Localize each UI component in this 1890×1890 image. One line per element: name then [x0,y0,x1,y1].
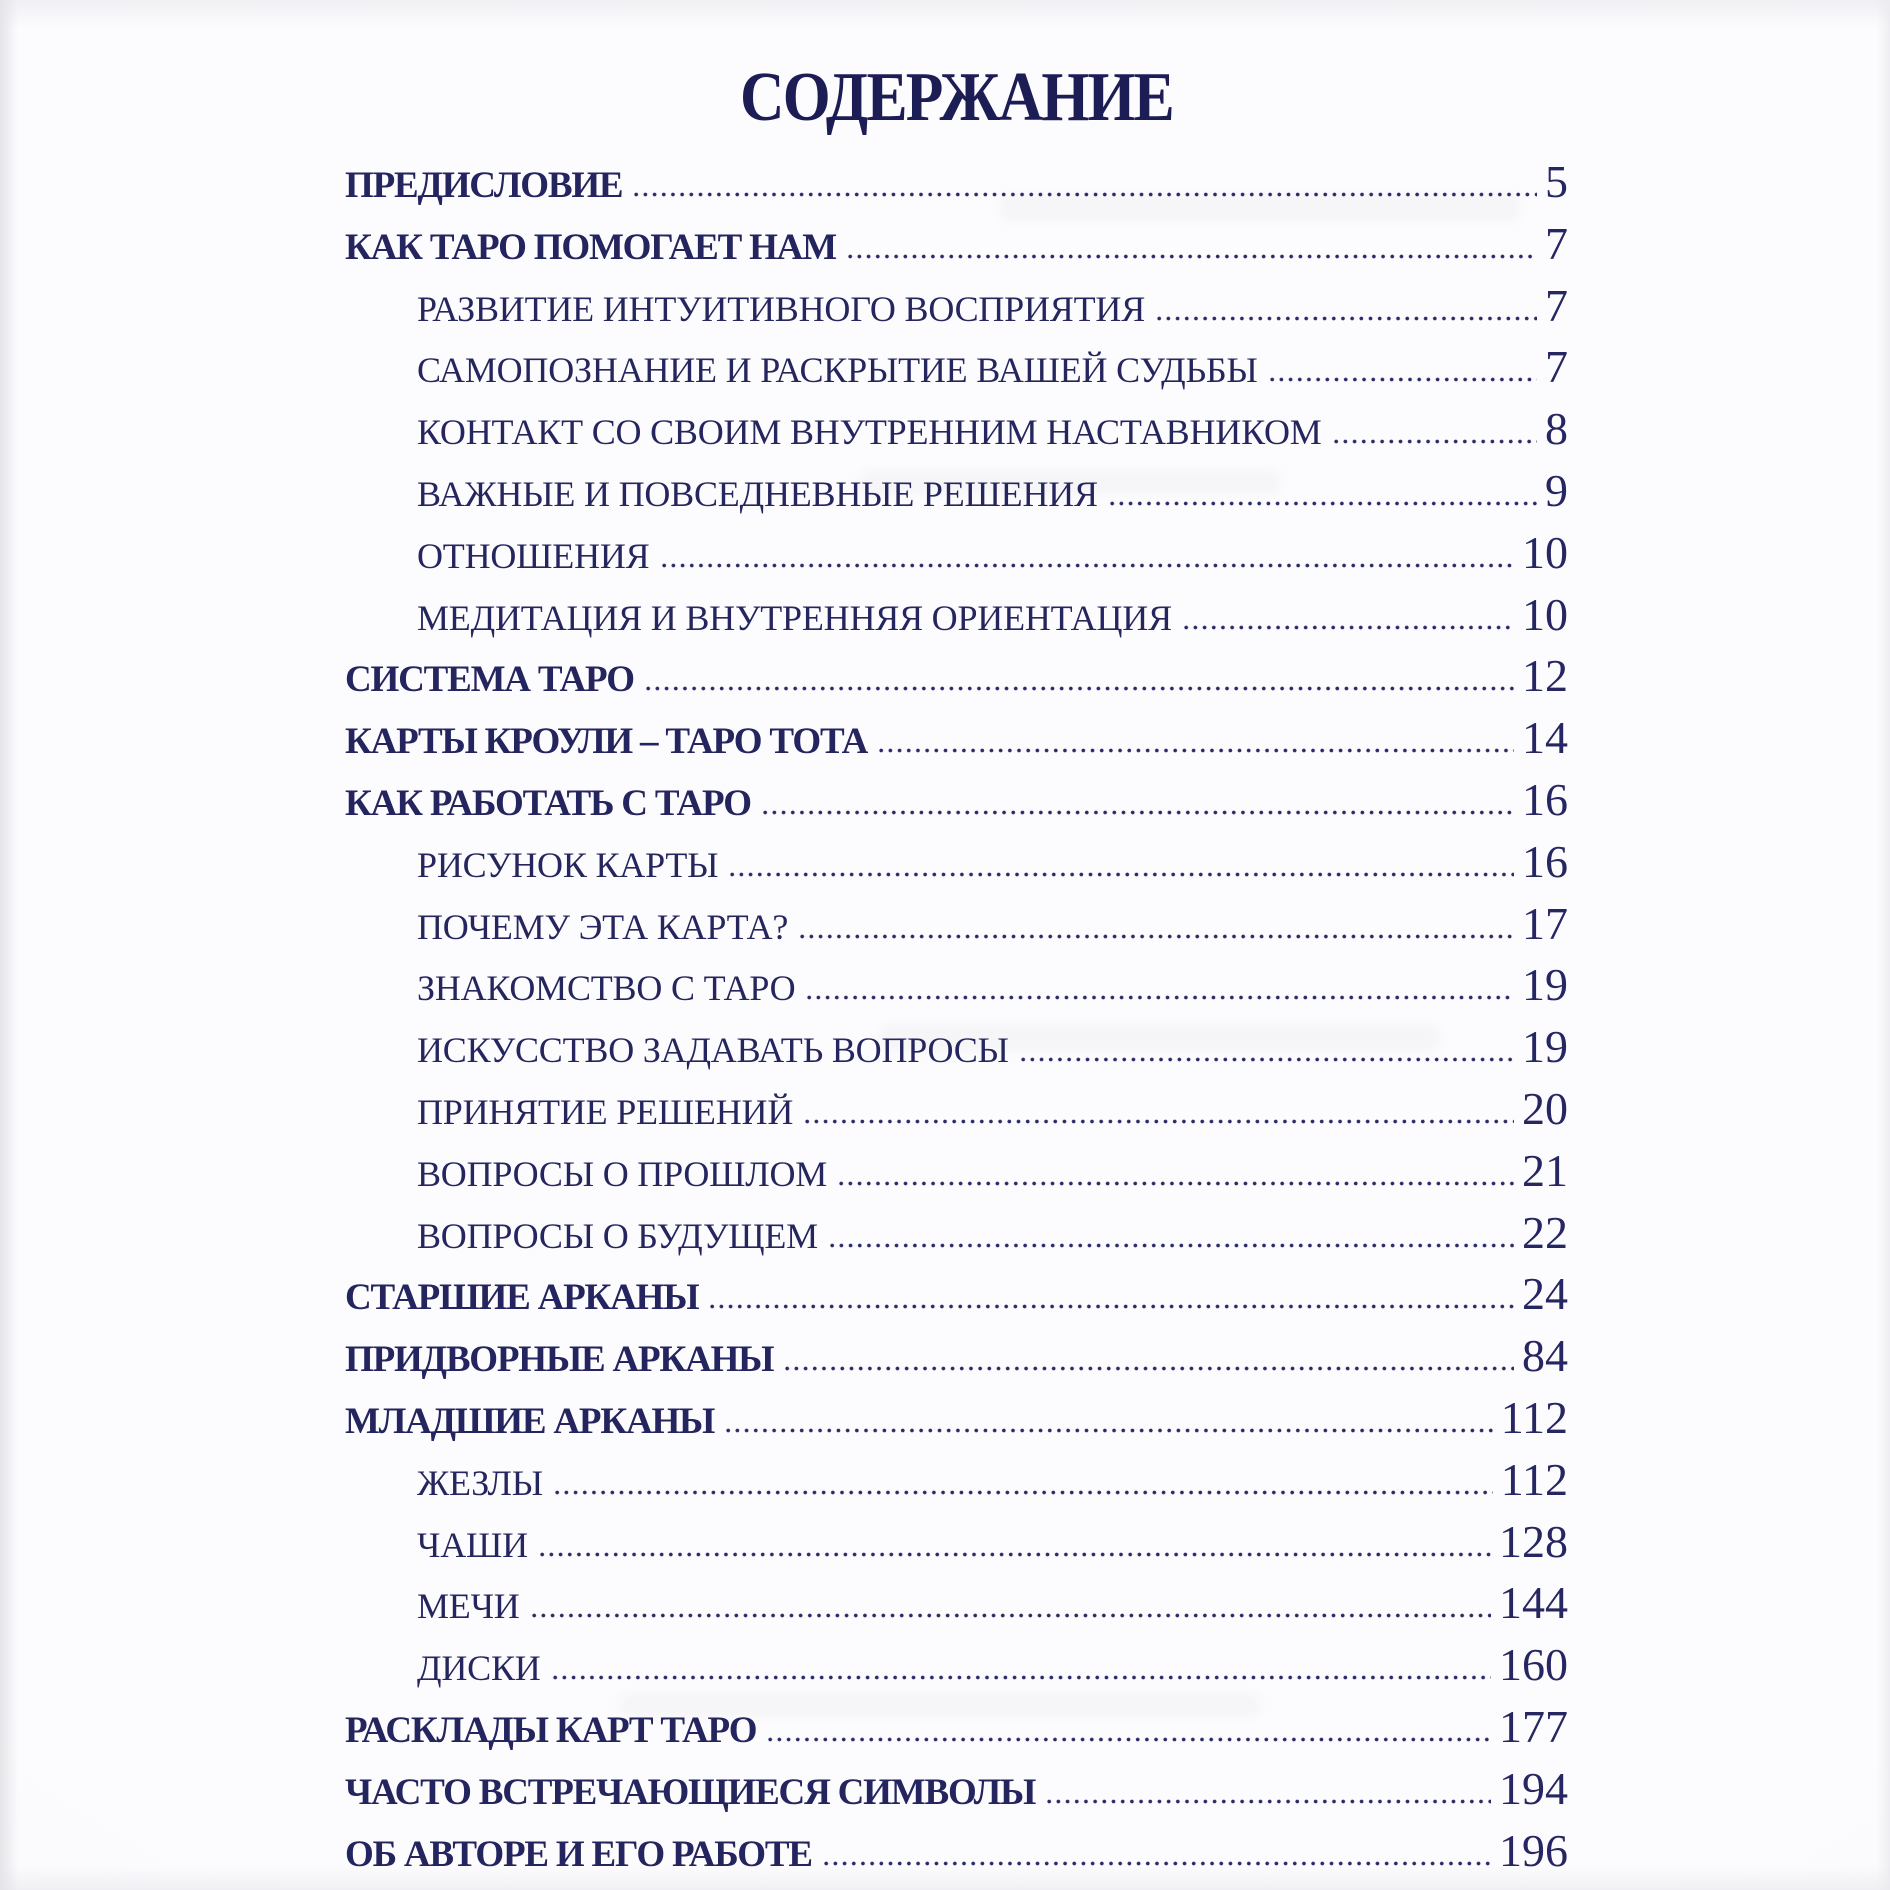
toc-entry [345,335,1568,397]
toc-entry-label: ДИСКИ [417,1648,541,1689]
dotted-leader [634,192,1537,197]
toc-entry [345,521,1568,583]
toc-entry [345,1015,1568,1077]
toc-entry-page: 7 [1545,341,1568,393]
page-title: СОДЕРЖАНИЕ [740,58,1173,136]
toc-entry-page: 84 [1522,1330,1568,1382]
dotted-leader [839,1181,1514,1186]
toc-entry-label: МЕДИТАЦИЯ И ВНУТРЕННЯЯ ОРИЕНТАЦИЯ [417,597,1172,638]
toc-entry-page: 8 [1545,403,1568,455]
dotted-leader [830,1243,1514,1248]
toc-entry-page: 7 [1545,279,1568,331]
toc-entry [345,1077,1568,1139]
toc-entry [345,1819,1568,1881]
dotted-leader [553,1675,1491,1680]
dotted-leader [646,686,1514,691]
toc-entry [345,1633,1568,1695]
toc-entry-page: 112 [1500,1391,1568,1443]
toc-entry [345,459,1568,521]
toc-entry [345,892,1568,954]
toc-entry-label: ВАЖНЫЕ И ПОВСЕДНЕВНЫЕ РЕШЕНИЯ [417,473,1098,514]
toc-entry-label: СТАРШИЕ АРКАНЫ [345,1277,699,1319]
toc-entry-page: 112 [1500,1453,1568,1505]
toc-entry-page: 10 [1522,588,1568,640]
toc-entry [345,1757,1568,1819]
toc-entry [345,583,1568,645]
toc-entry-page: 16 [1522,773,1568,825]
dotted-leader [726,1428,1493,1433]
toc-entry-label: ПОЧЕМУ ЭТА КАРТА? [417,906,789,947]
toc-entry [345,1201,1568,1263]
toc-entry-page: 160 [1499,1639,1568,1691]
dotted-leader [662,563,1515,568]
toc-entry [345,1324,1568,1386]
toc-entry-label: МЛАДШИЕ АРКАНЫ [345,1400,715,1442]
dotted-leader [848,254,1537,259]
toc-entry-page: 5 [1545,156,1568,207]
toc-entry-label: ВОПРОСЫ О БУДУЩЕМ [417,1215,818,1256]
toc-entry-page: 194 [1499,1762,1568,1814]
toc-entry [345,644,1568,706]
toc-entry-label: ВОПРОСЫ О ПРОШЛОМ [417,1153,828,1194]
toc-entry-label: ЧАСТО ВСТРЕЧАЮЩИЕСЯ СИМВОЛЫ [345,1771,1036,1813]
dotted-leader [800,934,1514,939]
toc-entry-label: ОБ АВТОРЕ И ЕГО РАБОТЕ [345,1833,812,1875]
dotted-leader [763,810,1514,815]
dotted-leader [1184,625,1514,630]
toc-entry [345,397,1568,459]
toc-entry-label: ЧАШИ [417,1524,528,1565]
toc-entry [345,1386,1568,1448]
toc-entry-label: РАЗВИТИЕ ИНТУИТИВНОГО ВОСПРИЯТИЯ [417,288,1146,329]
toc-entry-label: ПРЕДИСЛОВИЕ [345,165,623,206]
toc-entry-page: 14 [1522,712,1568,764]
toc-entry [345,1448,1568,1510]
toc-entry-label: РИСУНОК КАРТЫ [417,844,719,885]
toc-entry-page: 16 [1522,835,1568,887]
toc-entry [345,1262,1568,1324]
toc-entry-page: 7 [1545,217,1568,269]
dotted-leader [730,872,1514,877]
toc-entry-page: 196 [1499,1824,1568,1876]
toc-entry-page: 21 [1522,1144,1568,1196]
toc-entry-page: 9 [1545,464,1568,516]
dotted-leader [1270,377,1537,382]
dotted-leader [1334,439,1537,444]
toc-entry-label: ПРИДВОРНЫЕ АРКАНЫ [345,1339,774,1381]
toc-entry [345,830,1568,892]
toc-entry-label: МЕЧИ [417,1586,520,1627]
dotted-leader [768,1737,1491,1742]
toc-entry-page: 128 [1499,1515,1568,1567]
toc-entry-page: 17 [1522,897,1568,949]
toc-entry-label: КАК РАБОТАТЬ С ТАРО [345,782,751,824]
toc-entry [345,1510,1568,1572]
dotted-leader [1047,1799,1491,1804]
dotted-leader [532,1613,1491,1618]
toc-entry [345,953,1568,1015]
toc-entry-label: КАК ТАРО ПОМОГАЕТ НАМ [345,226,836,268]
dotted-leader [785,1366,1514,1371]
toc-entry [345,1571,1568,1633]
toc-entry-page: 177 [1499,1700,1568,1752]
dotted-leader [555,1490,1493,1495]
dotted-leader [1021,1057,1514,1062]
dotted-leader [710,1304,1514,1309]
toc-entry-label: ОТНОШЕНИЯ [417,535,650,576]
dotted-leader [1157,316,1537,321]
toc-entry-page: 10 [1522,526,1568,578]
toc-entry-page: 24 [1522,1268,1568,1320]
toc-entry [345,706,1568,768]
toc-entry [345,274,1568,336]
toc-entry [345,1139,1568,1201]
toc-entry-label: КОНТАКТ СО СВОИМ ВНУТРЕННИМ НАСТАВНИКОМ [417,412,1322,453]
toc-entry [345,150,1568,212]
dotted-leader [807,995,1514,1000]
toc-entry-label: КАРТЫ КРОУЛИ – ТАРО ТОТА [345,721,868,763]
toc-entry-label: ЖЕЗЛЫ [417,1462,543,1503]
dotted-leader [824,1861,1491,1866]
toc-entry [345,768,1568,830]
dotted-leader [805,1119,1514,1124]
toc-entry-label: САМОПОЗНАНИЕ И РАСКРЫТИЕ ВАШЕЙ СУДЬБЫ [417,350,1258,391]
dotted-leader [1110,501,1537,506]
toc-entry [345,212,1568,274]
toc-entry-page: 12 [1522,650,1568,702]
toc-entry-label: РАСКЛАДЫ КАРТ ТАРО [345,1709,757,1751]
toc-entry-label: ИСКУССТВО ЗАДАВАТЬ ВОПРОСЫ [417,1030,1009,1071]
dotted-leader [540,1552,1491,1557]
toc-entry-label: СИСТЕМА ТАРО [345,659,634,701]
toc-entry-page: 144 [1499,1577,1568,1629]
toc-list [345,150,1568,1880]
toc-entry [345,1695,1568,1757]
toc-entry-label: ПРИНЯТИЕ РЕШЕНИЙ [417,1091,794,1132]
toc-entry-page: 22 [1522,1206,1568,1258]
toc-entry-page: 19 [1522,959,1568,1011]
toc-entry-page: 20 [1522,1082,1568,1134]
dotted-leader [879,748,1514,753]
toc-entry-page: 19 [1522,1021,1568,1073]
toc-entry-label: ЗНАКОМСТВО С ТАРО [417,968,796,1009]
